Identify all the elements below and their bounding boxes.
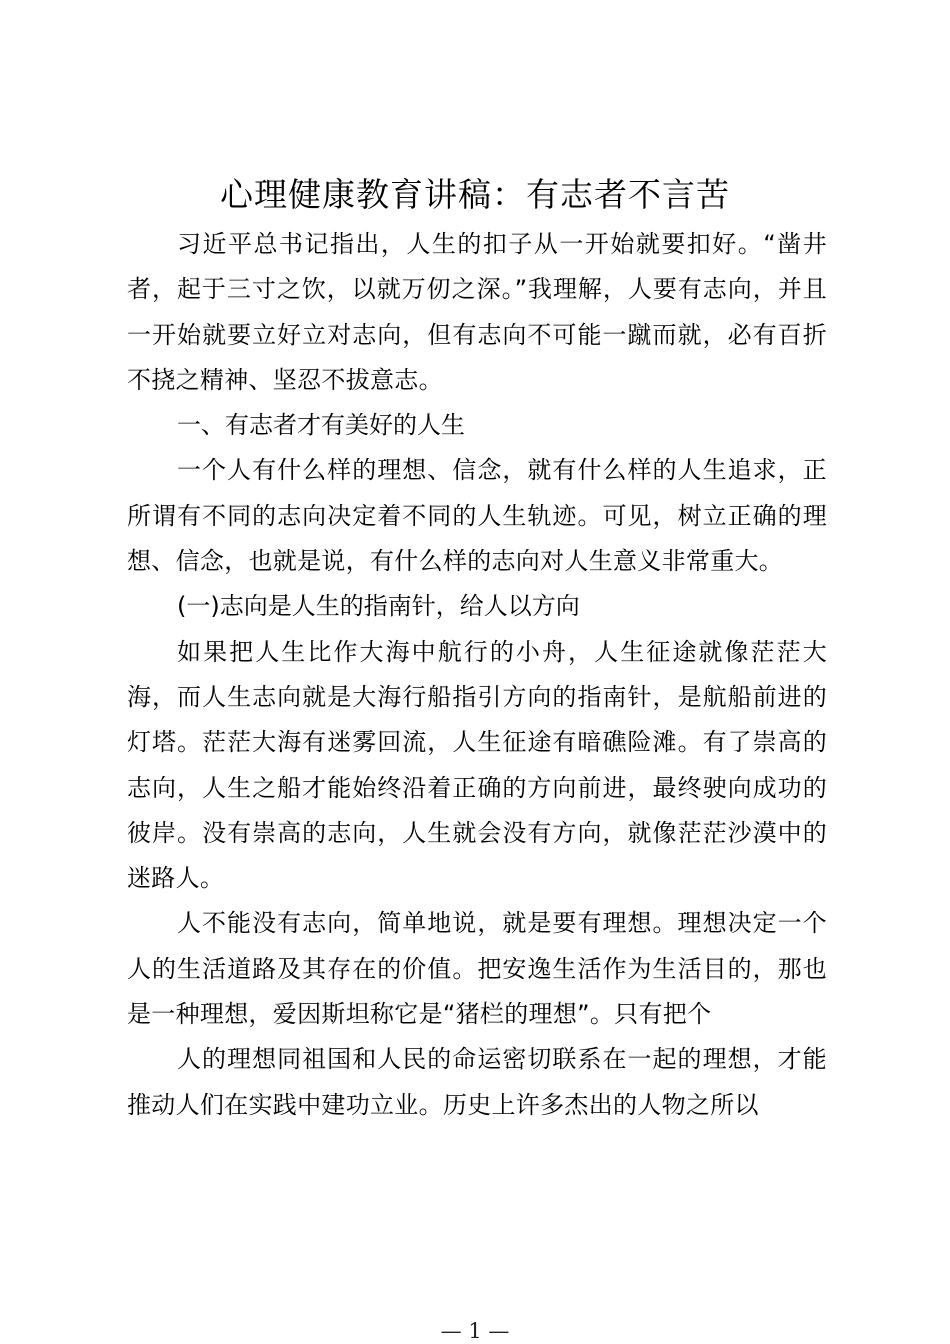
paragraph-ambition: 人不能没有志向，简单地说，就是要有理想。理想决定一个人的生活道路及其存在的价值。把安逸生活作为生活目的，那也是一种理想，爱因斯坦称它是“猪栏的理想”。只有把个 — [127, 909, 827, 1029]
page-number: — 1 — — [440, 1319, 510, 1343]
document-title: 心理健康教育讲稿：有志者不言苦 — [220, 175, 730, 214]
paragraph-motherland: 人的理想同祖国和人民的命运密切联系在一起的理想，才能推动人们在实践中建功立业。历史上许多杰出的人物之所以 — [127, 1045, 827, 1119]
subsection-heading-1: (一)志向是人生的指南针，给人以方向 — [177, 592, 580, 621]
paragraph-ideals: 一个人有什么样的理想、信念，就有什么样的人生追求，正所谓有不同的志向决定着不同的人生轨迹。可见，树立正确的理想、信念，也就是说，有什么样的志向对人生意义非常重大。 — [127, 456, 827, 576]
paragraph-intro: 习近平总书记指出，人生的扣子从一开始就要扣好。“凿井者，起于三寸之饮，以就万仞之深。”我理解，人要有志向，并且一开始就要立好立对志向，但有志向不可能一蹴而就，必有百折不挠之精神、坚忍不拔意志。 — [127, 230, 827, 394]
paragraph-compass: 如果把人生比作大海中航行的小舟，人生征途就像茫茫大海，而人生志向就是大海行船指引方向的指南针，是航船前进的灯塔。茫茫大海有迷雾回流，人生征途有暗礁险滩。有了崇高的志向，人生之船才能始终沿着正确的方向前进，最终驶向成功的彼岸。没有崇高的志向，人生就会没有方向，就像茫茫沙漠中的迷路人。 — [127, 637, 827, 893]
document-body — [127, 222, 827, 1128]
section-heading-1: 一、有志者才有美好的人生 — [177, 411, 465, 440]
